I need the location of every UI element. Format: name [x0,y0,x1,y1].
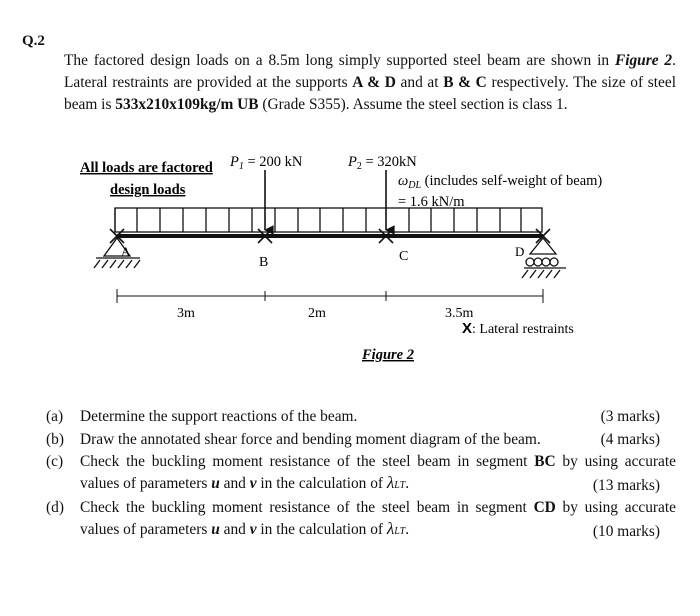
problem-statement [64,50,676,116]
part-a-label: (a) [46,408,64,425]
part-d [46,498,676,542]
udl-label: $\omega_{DL}$ (includes self-weight of beam) [398,173,603,191]
support-d-label: D [515,244,525,259]
part-c-label: (c) [46,453,64,470]
intro-text-4: respectively. The size of steel beam is [64,74,676,113]
question-parts [46,407,676,544]
udl-arrows [115,208,542,232]
question-number: Q.2 [22,33,45,49]
dimension-line [117,289,543,303]
supports-ad: A & D [352,74,396,91]
part-d-label: (d) [46,499,64,516]
beam-section: 533x210x109kg/m UB [115,96,259,113]
support-a-label: A [121,244,131,259]
part-b-label: (b) [46,430,64,448]
loads-note-line2: design loads [110,182,186,198]
span-bc-label: 2m [308,306,326,321]
loads-note-line1: All loads are factored [80,160,213,176]
p1-label: $P_1 = 200$ kN [230,154,303,172]
part-d-text: Check the buckling moment resistance of the steel beam in segment CD by using accurate values of parameters u and v in the calculation of λLT. [80,499,676,538]
part-b-marks: (4 marks) [600,430,660,448]
part-c-marks: (13 marks) [592,476,660,494]
support-d-roller [522,238,566,278]
restraints-bc: B & C [443,74,487,91]
udl-value: = 1.6 kN/m [398,194,465,210]
part-c-text: Check the buckling moment resistance of the steel beam in segment BC by using accurate values of parameters u and v in the calculation of λLT. [80,453,676,492]
part-a [46,407,676,428]
part-a-marks: (3 marks) [600,408,660,425]
part-c [46,452,676,496]
part-b [46,430,676,451]
part-a-text: Determine the support reactions of the beam. [80,408,358,425]
intro-text-5: (Grade S355). Assume the steel section is class 1. [258,96,568,113]
restraint-legend: X: Lateral restraints [462,320,574,337]
intro-text-1: The factored design loads on a 8.5m long simply supported steel beam are shown in [64,52,615,69]
part-b-text: Draw the annotated shear force and bending moment diagram of the beam. [80,430,541,448]
intro-text-2: . Lateral restraints are provided at the supports [64,52,676,91]
figure-caption: Figure 2 [362,347,414,363]
beam-diagram [0,140,700,370]
span-cd-label: 3.5m [445,306,474,321]
support-a-pin [94,238,140,268]
point-c-label: C [399,249,409,264]
figure-reference: Figure 2 [614,52,673,69]
span-ab-label: 3m [177,306,195,321]
p2-label: $P_2 = 320kN$ [348,154,417,172]
part-d-marks: (10 marks) [592,522,660,540]
intro-text-3: and at [395,74,444,91]
point-b-label: B [259,255,269,270]
